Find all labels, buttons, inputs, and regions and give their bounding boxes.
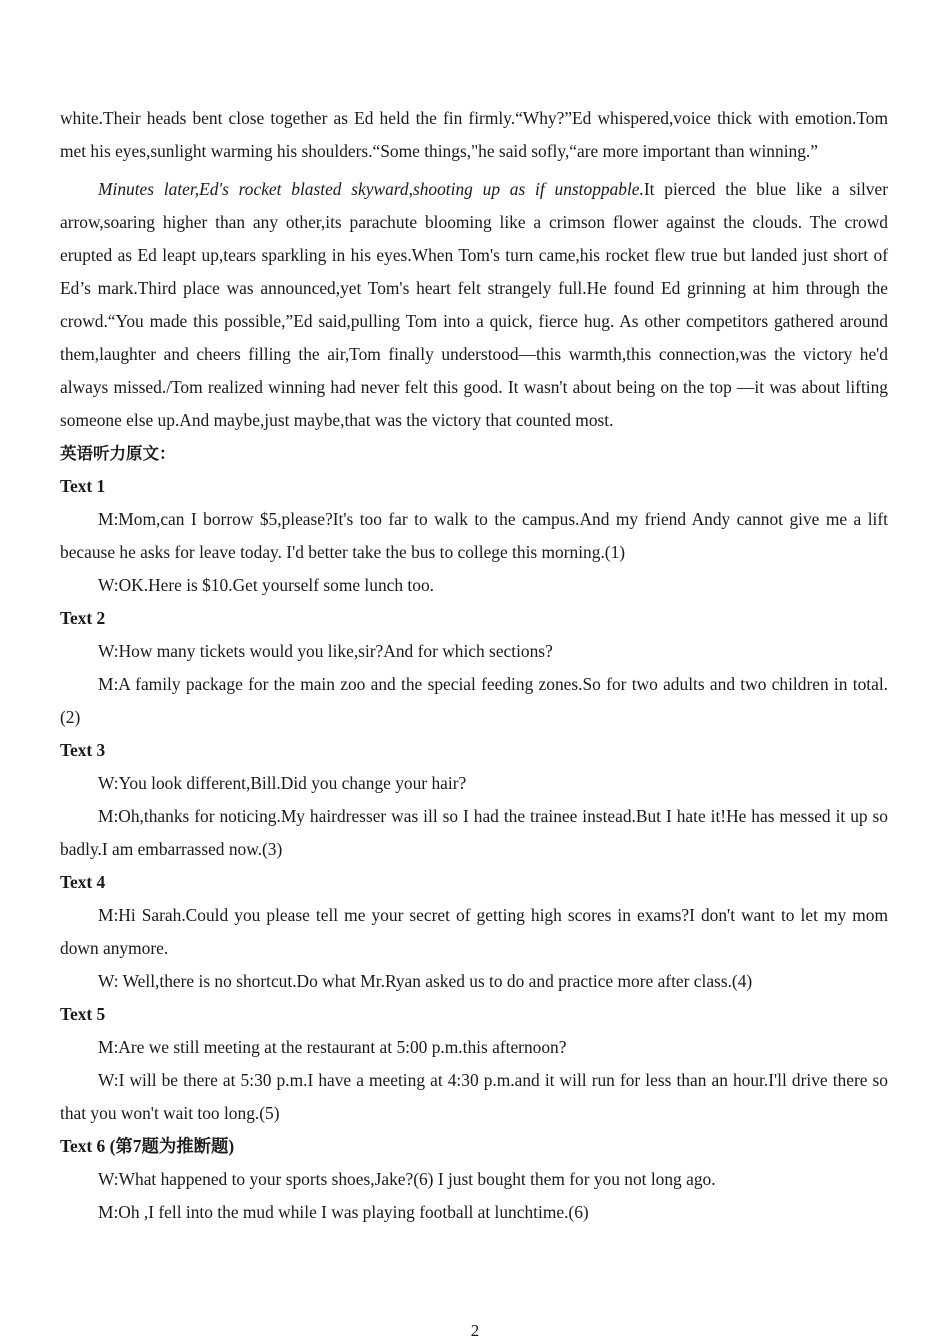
dialogue-line: M:Oh,thanks for noticing.My hairdresser was ill so I had the trainee instead.But I hate it!He has messed it up so badly.I am embarrassed now.(3) <box>60 806 888 859</box>
italic-sentence: Minutes later,Ed's rocket blasted skyward,shooting up as if unstoppable. <box>98 179 644 199</box>
dialogue-line: W: Well,there is no shortcut.Do what Mr.Ryan asked us to do and practice more after class.(4) <box>98 971 753 991</box>
document-page <box>60 102 888 1229</box>
dialogue-line: W:I will be there at 5:30 p.m.I have a meeting at 4:30 p.m.and it will run for less than an hour.I'll drive there so that you won't wait too long.(5) <box>60 1070 888 1123</box>
dialogue-line: W:How many tickets would you like,sir?And for which sections? <box>98 641 553 661</box>
listening-transcript-heading: 英语听力原文： <box>60 444 176 463</box>
text-heading: Text 3 <box>60 740 106 760</box>
dialogue-line: W:What happened to your sports shoes,Jake?(6) I just bought them for you not long ago. <box>98 1169 716 1189</box>
dialogue-line: W:OK.Here is $10.Get yourself some lunch too. <box>98 575 434 595</box>
dialogue-line: M:Are we still meeting at the restaurant at 5:00 p.m.this afternoon? <box>98 1037 567 1057</box>
dialogue-line: W:You look different,Bill.Did you change your hair? <box>98 773 467 793</box>
text-heading: Text 1 <box>60 476 106 496</box>
dialogue-line: M:A family package for the main zoo and the special feeding zones.So for two adults and two children in total.(2) <box>60 674 888 727</box>
text-heading: Text 2 <box>60 608 106 628</box>
dialogue-line: M:Mom,can I borrow $5,please?It's too far to walk to the campus.And my friend Andy cannot give me a lift because he asks for leave today. I'd better take the bus to college this morning.(1) <box>60 509 888 562</box>
text-heading: Text 4 <box>60 872 106 892</box>
story-paragraph <box>60 173 888 437</box>
paragraph-text: It pierced the blue like a silver arrow,soaring higher than any other,its parachute blooming like a crimson flower against the clouds. The crowd erupted as Ed leapt up,tears sparkling in his eyes.When Tom's turn came,his rocket flew true but landed just short of Ed’s mark.Third place was announced,yet Tom's heart felt strangely full.He found Ed grinning at him through the crowd.“You made this possible,”Ed said,pulling Tom into a quick, fierce hug. As other competitors gathered around them,laughter and cheers filling the air,Tom finally understood—this warmth,this connection,was the victory he'd always missed./Tom realized winning had never felt this good. It wasn't about being on the top —it was about lifting someone else up.And maybe,just maybe,that was the victory that counted most. <box>60 179 888 430</box>
text-heading: Text 6 (第7题为推断题) <box>60 1136 235 1156</box>
page-number: 2 <box>470 1321 480 1340</box>
story-paragraph: white.Their heads bent close together as Ed held the fin firmly.“Why?”Ed whispered,voice thick with emotion.Tom met his eyes,sunlight warming his shoulders.“Some things,"he said sofly,“are more important than winning.” <box>60 108 888 161</box>
dialogue-line: M:Oh ,I fell into the mud while I was playing football at lunchtime.(6) <box>98 1202 589 1222</box>
dialogue-line: M:Hi Sarah.Could you please tell me your secret of getting high scores in exams?I don't want to let my mom down anymore. <box>60 905 888 958</box>
text-heading: Text 5 <box>60 1004 106 1024</box>
